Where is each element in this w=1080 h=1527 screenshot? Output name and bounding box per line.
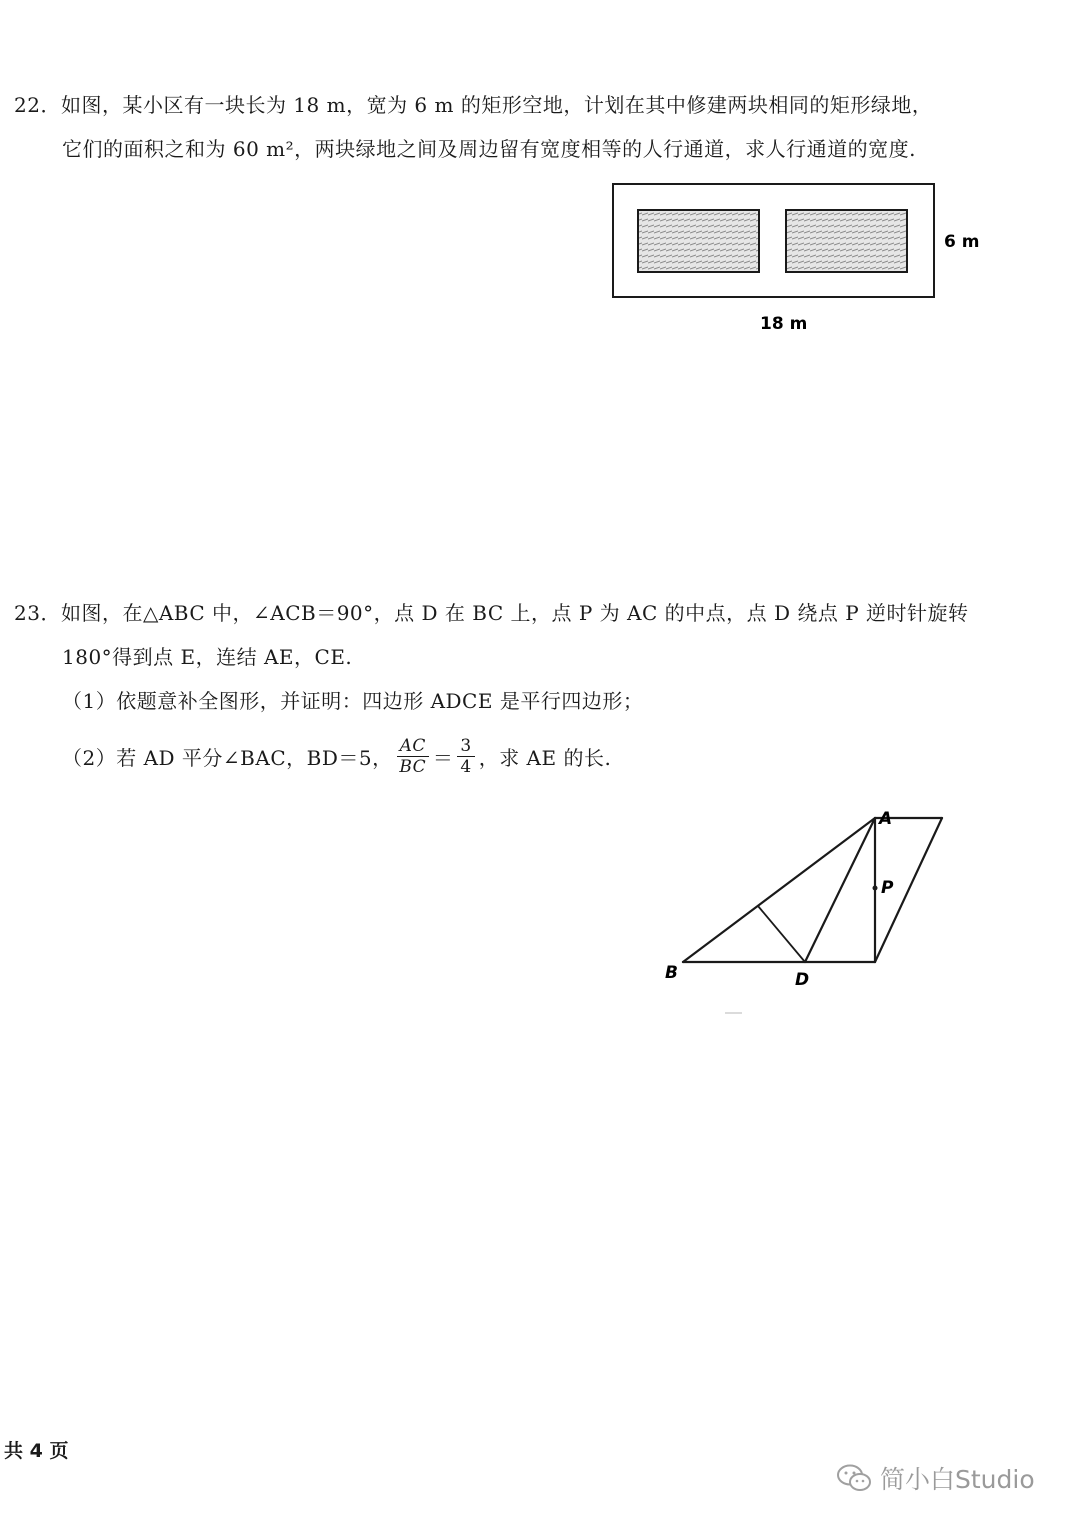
question-22-line-1: 22．如图，某小区有一块长为 18 m，宽为 6 m 的矩形空地，计划在其中修建两块相同的矩形绿地，	[14, 93, 933, 117]
question-23-line-2: 180°得到点 E，连结 AE，CE.	[62, 645, 353, 669]
equals-sign: ＝	[432, 745, 454, 770]
value-numerator: 3	[457, 736, 474, 757]
page-count: 共 4 页	[4, 1440, 69, 1462]
watermark-text: 简小白Studio	[880, 1465, 1035, 1494]
question-23-part-2	[62, 730, 611, 782]
rectangle-plot-figure	[600, 175, 1000, 340]
question-23-part-1: （1）依题意补全图形，并证明：四边形 ADCE 是平行四边形；	[62, 689, 644, 713]
triangle-figure	[650, 800, 960, 1020]
question-23-line-1: 23．如图，在△ABC 中，∠ACB＝90°，点 D 在 BC 上，点 P 为 AC 的中点，点 D 绕点 P 逆时针旋转	[14, 601, 969, 625]
wechat-icon	[836, 1463, 872, 1493]
point-p	[873, 886, 878, 891]
segment-ba	[683, 818, 875, 962]
green-area-right	[786, 210, 907, 272]
segment-ad	[805, 818, 875, 962]
question-22-line-2: 它们的面积之和为 60 m²，两块绿地之间及周边留有宽度相等的人行通道，求人行通道的宽度.	[62, 137, 917, 161]
ratio-fraction	[397, 736, 429, 777]
value-fraction	[457, 736, 474, 777]
segment-perpendicular	[758, 906, 805, 962]
ratio-numerator: AC	[397, 736, 429, 757]
label-d: D	[795, 970, 810, 990]
part-2-prefix: （2）若 AD 平分∠BAC，BD＝5，	[62, 745, 393, 770]
value-denominator: 4	[460, 756, 472, 777]
label-a: A	[879, 809, 893, 829]
part-2-suffix: ，求 AE 的长.	[478, 745, 612, 770]
label-p: P	[881, 878, 894, 898]
length-label: 18 m	[760, 314, 808, 334]
green-area-left	[638, 210, 759, 272]
ratio-denominator: BC	[399, 756, 427, 777]
label-b: B	[665, 963, 678, 983]
watermark	[836, 1460, 1035, 1496]
height-label: 6 m	[944, 232, 980, 252]
